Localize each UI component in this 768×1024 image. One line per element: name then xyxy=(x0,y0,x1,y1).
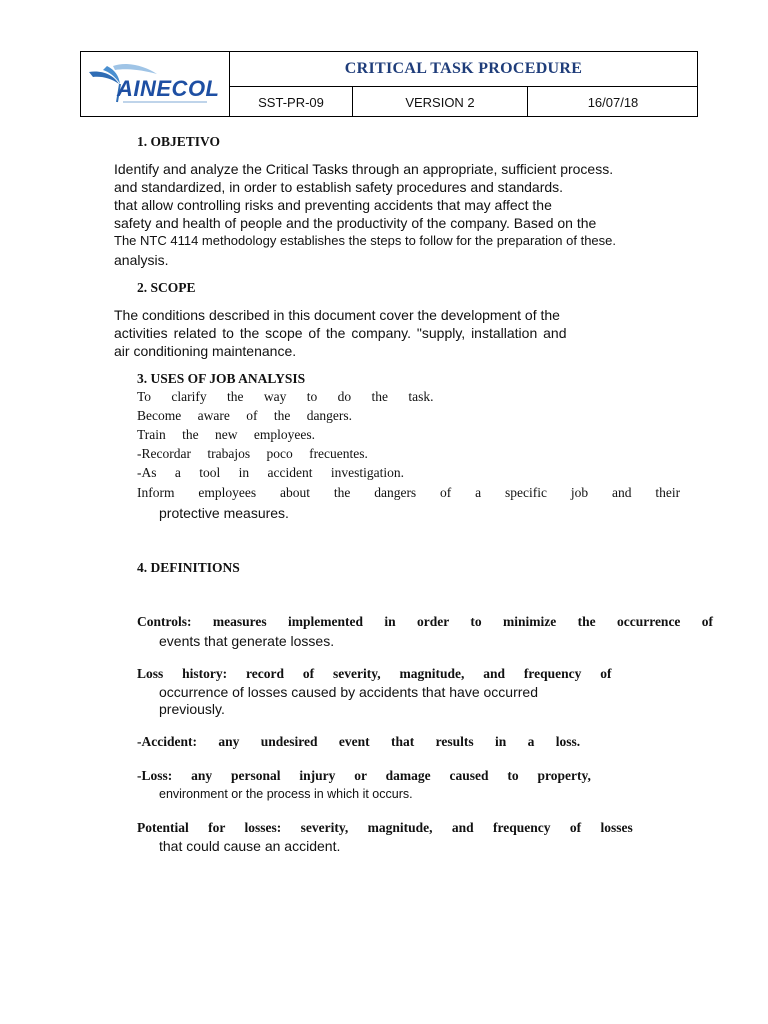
document-title: CRITICAL TASK PROCEDURE xyxy=(344,60,583,77)
document-version: VERSION 2 xyxy=(405,94,475,110)
list-item: Train the new employees. xyxy=(137,427,315,442)
section-heading-scope: 2. SCOPE xyxy=(137,280,196,295)
logo-text: AINECOL xyxy=(117,76,220,101)
definition-continuation: previously. xyxy=(159,701,225,717)
definition-continuation: environment or the process in which it occurs. xyxy=(159,787,413,801)
definition-loss-history: Loss history: record of severity, magnitude, and frequency of xyxy=(137,666,612,681)
section-heading-uses: 3. USES OF JOB ANALYSIS xyxy=(137,371,306,386)
paragraph-line: The NTC 4114 methodology establishes the steps to follow for the preparation of these. xyxy=(114,233,616,248)
company-logo xyxy=(87,62,225,108)
document-date: 16/07/18 xyxy=(587,94,639,110)
list-item: -As a tool in accident investigation. xyxy=(137,465,404,480)
definition-potential-losses: Potential for losses: severity, magnitude, and frequency of losses xyxy=(137,820,633,835)
definition-continuation: events that generate losses. xyxy=(159,633,335,649)
section-heading-definitions: 4. DEFINITIONS xyxy=(137,560,240,575)
list-item: Inform employees about the dangers of a specific job and their xyxy=(137,485,681,500)
definition-continuation: occurrence of losses caused by accidents that have occurred xyxy=(159,684,538,700)
definition-continuation: that could cause an accident. xyxy=(159,838,341,854)
paragraph-line: activities related to the scope of the company. "supply, installation and xyxy=(114,325,567,341)
document-code: SST-PR-09 xyxy=(258,94,324,110)
paragraph-line: Identify and analyze the Critical Tasks through an appropriate, sufficient process. xyxy=(114,161,614,177)
section-heading-objetivo: 1. OBJETIVO xyxy=(137,134,220,149)
list-item: -Recordar trabajos poco frecuentes. xyxy=(137,446,368,461)
definition-controls: Controls: measures implemented in order to minimize the occurrence of xyxy=(137,614,714,629)
justified-text: The conditions described in this document cover the development of the xyxy=(114,307,560,323)
list-item-continuation: protective measures. xyxy=(159,505,289,521)
paragraph-line xyxy=(114,307,608,323)
paragraph-line: analysis. xyxy=(114,252,169,268)
paragraph-line: air conditioning maintenance. xyxy=(114,343,297,359)
definition-loss: -Loss: any personal injury or damage caused to property, xyxy=(137,768,591,783)
logo-wing-icon xyxy=(87,62,225,108)
list-item: To clarify the way to do the task. xyxy=(137,389,434,404)
paragraph-line: that allow controlling risks and preventing accidents that may affect the xyxy=(114,197,552,213)
list-item: Become aware of the dangers. xyxy=(137,408,353,423)
paragraph-line: and standardized, in order to establish safety procedures and standards. xyxy=(114,179,564,195)
paragraph-line: safety and health of people and the productivity of the company. Based on the xyxy=(114,215,597,231)
document-header xyxy=(80,51,698,117)
definition-accident: -Accident: any undesired event that results in a loss. xyxy=(137,734,581,749)
